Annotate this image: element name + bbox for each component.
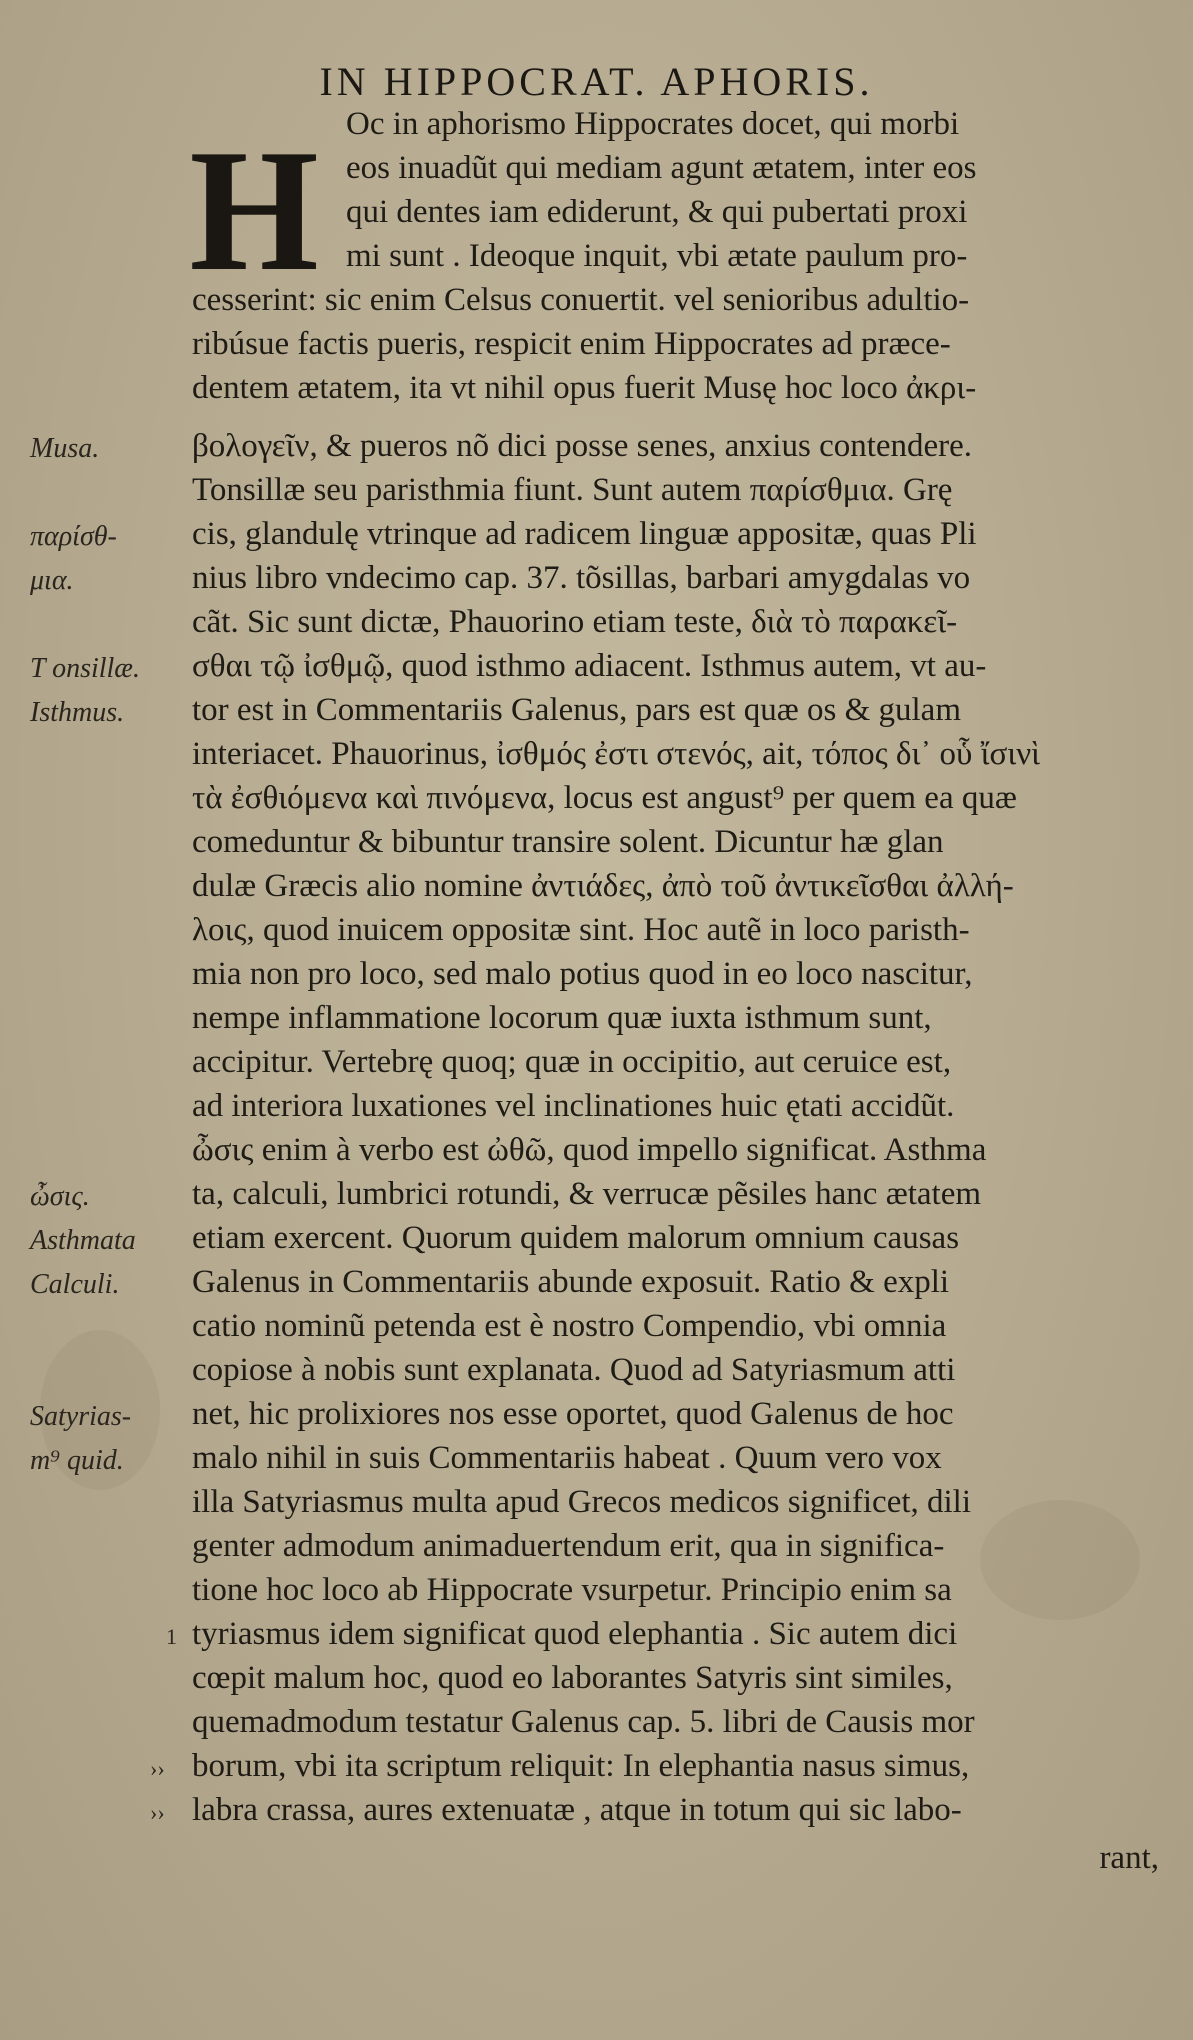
margin-note: Asthmata bbox=[30, 1225, 136, 1256]
margin-note: T onsillæ. bbox=[30, 653, 140, 684]
body-line: ad interiora luxationes vel inclinationes huic ętati accidũt. bbox=[192, 1088, 955, 1124]
body-line: ta, calculi, lumbrici rotundi, & verrucæ pẽsiles hanc ætatem bbox=[192, 1176, 982, 1212]
margin-note: Calculi. bbox=[30, 1269, 120, 1300]
body-line: mia non pro loco, sed malo potius quod in eo loco nascitur, bbox=[192, 956, 973, 992]
body-line: tor est in Commentariis Galenus, pars est quæ os & gulam bbox=[192, 692, 961, 728]
body-line: cis, glandulę vtrinque ad radicem linguæ appositæ, quas Pli bbox=[192, 516, 977, 552]
body-line: dentem ætatem, ita vt nihil opus fuerit Musę hoc loco ἀκρι- bbox=[192, 370, 977, 406]
body-line: etiam exercent. Quorum quidem malorum omnium causas bbox=[192, 1220, 960, 1256]
body-line: genter admodum animaduertendum erit, qua in significa- bbox=[192, 1528, 945, 1564]
body-line: nius libro vndecimo cap. 37. tõsillas, barbari amygdalas vo bbox=[192, 560, 971, 596]
body-line: illa Satyriasmus multa apud Grecos medicos significet, dili bbox=[192, 1484, 972, 1520]
body-line: cãt. Sic sunt dictæ, Phauorino etiam teste, διὰ τὸ παρακεῖ- bbox=[192, 604, 958, 640]
body-line: comeduntur & bibuntur transire solent. Dicuntur hæ glan bbox=[192, 824, 944, 860]
quote-mark: ›› bbox=[150, 1800, 165, 1825]
body-line: σθαι τῷ ἰσθμῷ, quod isthmo adiacent. Isthmus autem, vt au- bbox=[192, 648, 987, 684]
body-line: interiacet. Phauorinus, ἰσθμός ἐστι στενός, ait, τόπος δι᾽ οὗ ἴσινὶ bbox=[192, 736, 1040, 772]
body-line: Galenus in Commentariis abunde exposuit. Ratio & expli bbox=[192, 1264, 950, 1300]
body-line: cesserint: sic enim Celsus conuertit. vel senioribus adultio- bbox=[192, 282, 970, 318]
body-line: ὦσις enim à verbo est ὠθῶ, quod impello significat. Asthma bbox=[192, 1132, 987, 1168]
body-line: mi sunt . Ideoque inquit, vbi ætate paulum pro- bbox=[346, 238, 968, 274]
quote-mark: ›› bbox=[150, 1756, 165, 1781]
body-line: τὰ ἐσθιόμενα καὶ πινόμενα, locus est angust⁹ per quem ea quæ bbox=[192, 780, 1017, 816]
margin-note: Satyrias- bbox=[30, 1401, 132, 1432]
body-line: malo nihil in suis Commentariis habeat . Quum vero vox bbox=[192, 1440, 942, 1476]
body-line: quemadmodum testatur Galenus cap. 5. libri de Causis mor bbox=[192, 1704, 975, 1740]
body-line: borum, vbi ita scriptum reliquit: In elephantia nasus simus, bbox=[192, 1748, 970, 1784]
body-line: catio nominũ petenda est è nostro Compendio, vbi omnia bbox=[192, 1308, 947, 1344]
body-line: qui dentes iam ediderunt, & qui pubertati proxi bbox=[346, 194, 968, 230]
body-line: copiose à nobis sunt explanata. Quod ad Satyriasmum atti bbox=[192, 1352, 956, 1388]
running-head: IN HIPPOCRAT. APHORIS. bbox=[319, 59, 874, 104]
body-line: nempe inflammatione locorum quæ iuxta isthmum sunt, bbox=[192, 1000, 932, 1036]
paper-stain bbox=[980, 1500, 1140, 1620]
body-line: λοις, quod inuicem oppositæ sint. Hoc autẽ in loco paristh- bbox=[192, 912, 970, 948]
body-line: βολογεῖν, & pueros nõ dici posse senes, anxius contendere. bbox=[192, 428, 973, 464]
body-line: dulæ Græcis alio nomine ἀντιάδες, ἀπὸ τοῦ ἀντικεῖσθαι ἀλλή- bbox=[192, 868, 1014, 904]
body-line: accipitur. Vertebrę quoq; quæ in occipitio, aut ceruice est, bbox=[192, 1044, 952, 1080]
margin-note: μια. bbox=[30, 565, 74, 596]
margin-note: m⁹ quid. bbox=[30, 1445, 124, 1476]
body-line: Tonsillæ seu paristhmia fiunt. Sunt autem παρίσθμια. Grę bbox=[192, 472, 953, 508]
margin-note: ὦσις. bbox=[30, 1181, 90, 1212]
catchword: rant, bbox=[1099, 1840, 1159, 1876]
body-line: ribúsue factis pueris, respicit enim Hippocrates ad præce- bbox=[192, 326, 951, 362]
margin-note: παρίσθ- bbox=[30, 521, 117, 552]
decorated-initial: H bbox=[189, 113, 319, 307]
margin-mark: 1 bbox=[166, 1624, 177, 1649]
margin-note: Isthmus. bbox=[30, 697, 125, 728]
body-line: tyriasmus idem significat quod elephantia . Sic autem dici bbox=[192, 1616, 958, 1652]
margin-note: Musa. bbox=[30, 433, 100, 464]
body-line: labra crassa, aures extenuatæ , atque in totum qui sic labo- bbox=[192, 1792, 962, 1828]
body-line: tione hoc loco ab Hippocrate vsurpetur. Principio enim sa bbox=[192, 1572, 952, 1608]
body-line: cœpit malum hoc, quod eo laborantes Satyris sint similes, bbox=[192, 1660, 953, 1696]
body-line: Oc in aphorismo Hippocrates docet, qui morbi bbox=[346, 106, 960, 142]
body-line: net, hic prolixiores nos esse oportet, quod Galenus de hoc bbox=[192, 1396, 954, 1432]
body-line: eos inuadũt qui mediam agunt ætatem, inter eos bbox=[346, 150, 977, 186]
